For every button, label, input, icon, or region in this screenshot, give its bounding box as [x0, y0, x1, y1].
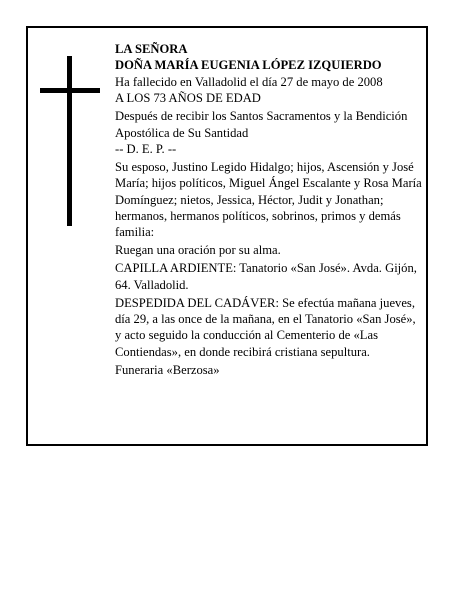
family-paragraph: Su esposo, Justino Legido Hidalgo; hijos, Ascensión y José María; hijos políticos, Miguel Ángel Escalante y Rosa María Domínguez; nietos, Jessica, Héctor, Judit y Jonathan; hermanos, hermanos políticos, sobrinos, primos y demás familia:	[115, 159, 422, 240]
farewell-text: Se efectúa mañana jueves, día 29, a las once de la mañana, en el Tanatorio «San José», y acto seguido la conducción al Cementerio de «Las Contiendas», en donde recibirá cristiana sepultura.	[115, 295, 416, 359]
obituary-notice	[26, 26, 428, 446]
notice-text	[115, 41, 425, 378]
farewell-paragraph	[115, 295, 425, 361]
rip-line: -- D. E. P. --	[115, 141, 177, 156]
sacraments-line: Después de recibir los Santos Sacramentos y la Bendición Apostólica de Su Santidad	[115, 109, 408, 140]
death-line: Ha fallecido en Valladolid el día 27 de mayo de 2008	[115, 74, 383, 89]
funeral-home-line: Funeraria «Berzosa»	[115, 362, 220, 377]
notice-heading: LA SEÑORA	[115, 42, 188, 56]
cross-icon	[40, 56, 100, 226]
deceased-name: DOÑA MARÍA EUGENIA LÓPEZ IZQUIERDO	[115, 58, 382, 73]
chapel-paragraph: CAPILLA ARDIENTE: Tanatorio «San José». Avda. Gijón, 64. Valladolid.	[115, 261, 417, 292]
farewell-label: DESPEDIDA DEL CADÁVER:	[115, 295, 279, 310]
cross-horizontal-bar	[40, 88, 100, 93]
age-line: A LOS 73 AÑOS DE EDAD	[115, 91, 261, 106]
prayer-line: Ruegan una oración por su alma.	[115, 243, 281, 258]
cross-vertical-bar	[67, 56, 72, 226]
